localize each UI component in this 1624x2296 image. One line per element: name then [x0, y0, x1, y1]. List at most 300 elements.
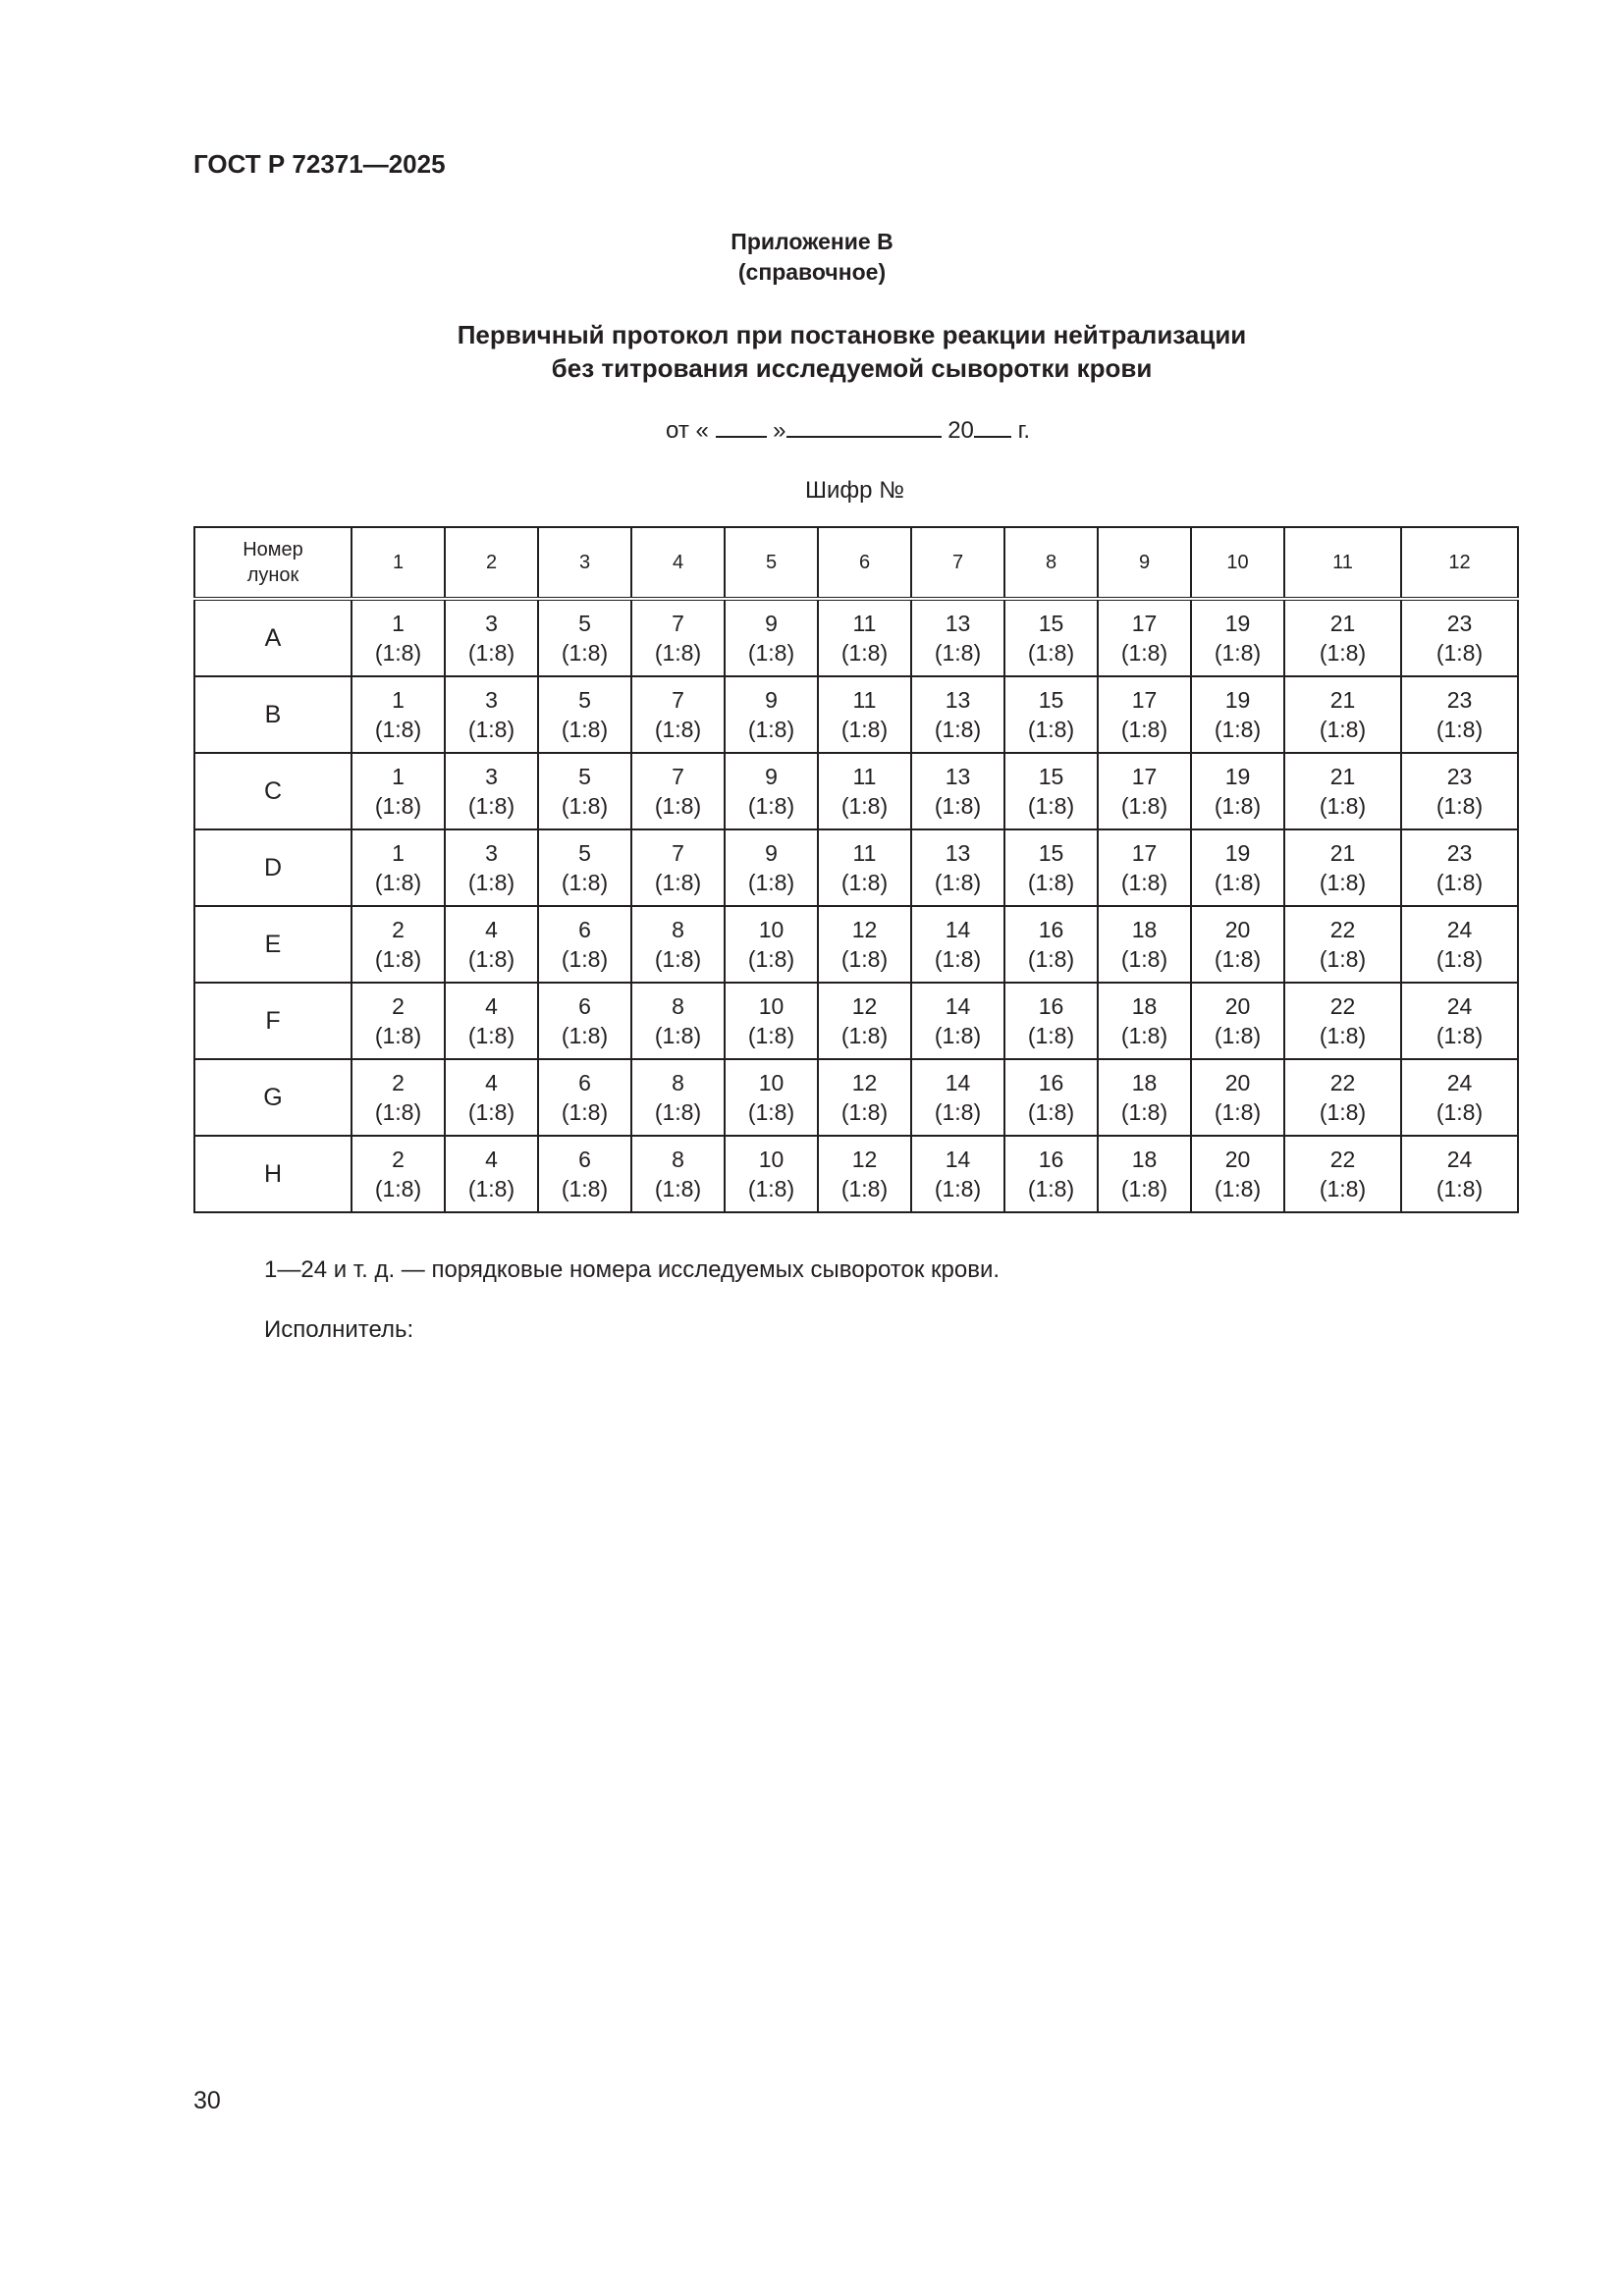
well-cell [445, 983, 538, 1059]
dilution: (1:8) [561, 640, 609, 666]
serum-number: 1 [392, 687, 405, 713]
serum-number: 18 [1131, 917, 1158, 942]
row-label: H [194, 1136, 352, 1212]
serum-number: 13 [945, 764, 971, 789]
row-label: G [194, 1059, 352, 1136]
serum-number: 13 [945, 611, 971, 636]
table-row [194, 676, 1518, 753]
serum-number: 8 [672, 1070, 684, 1095]
serum-number: 17 [1131, 611, 1158, 636]
dilution: (1:8) [561, 1099, 609, 1125]
footnote: 1—24 и т. д. — порядковые номера исследуемых сывороток крови. [264, 1256, 1001, 1283]
corner-header-line-2: лунок [246, 564, 299, 586]
serum-number: 16 [1038, 917, 1064, 942]
row-label: A [194, 599, 352, 676]
well-cell [352, 753, 445, 829]
dilution: (1:8) [840, 946, 889, 972]
dilution: (1:8) [1214, 1099, 1262, 1125]
serum-number: 4 [485, 1070, 498, 1095]
well-cell [445, 1136, 538, 1212]
dilution: (1:8) [1319, 946, 1367, 972]
dilution: (1:8) [654, 717, 702, 742]
dilution: (1:8) [1120, 1176, 1168, 1201]
serum-number: 4 [485, 993, 498, 1019]
well-cell [1004, 1059, 1098, 1136]
appendix-type: (справочное) [737, 259, 887, 285]
well-cell [538, 753, 631, 829]
well-cell [818, 599, 911, 676]
dilution: (1:8) [1214, 717, 1262, 742]
dilution: (1:8) [1319, 1176, 1367, 1201]
corner-header [194, 527, 352, 599]
serum-number: 7 [672, 764, 684, 789]
serum-number: 23 [1446, 687, 1473, 713]
serum-number: 4 [485, 917, 498, 942]
well-cell [538, 906, 631, 983]
serum-number: 10 [758, 917, 785, 942]
serum-number: 13 [945, 687, 971, 713]
well-cell [1004, 1136, 1098, 1212]
well-cell [1004, 906, 1098, 983]
dilution: (1:8) [840, 870, 889, 895]
date-prefix: от « [666, 417, 709, 444]
serum-number: 8 [672, 993, 684, 1019]
well-cell [352, 983, 445, 1059]
well-cell [818, 906, 911, 983]
dilution: (1:8) [1027, 870, 1075, 895]
well-cell [631, 983, 725, 1059]
column-header: 5 [725, 527, 818, 599]
dilution: (1:8) [1214, 870, 1262, 895]
serum-number: 5 [578, 764, 591, 789]
table-row [194, 906, 1518, 983]
serum-number: 12 [851, 1147, 878, 1172]
cipher-label: Шифр № [805, 477, 904, 504]
dilution: (1:8) [747, 1176, 795, 1201]
well-cell [352, 676, 445, 753]
serum-number: 2 [392, 993, 405, 1019]
well-cell [1004, 753, 1098, 829]
column-header: 4 [631, 527, 725, 599]
serum-number: 18 [1131, 993, 1158, 1019]
serum-number: 24 [1446, 1070, 1473, 1095]
serum-number: 16 [1038, 1147, 1064, 1172]
dilution: (1:8) [1027, 640, 1075, 666]
serum-number: 5 [578, 687, 591, 713]
well-cell [445, 599, 538, 676]
dilution: (1:8) [467, 640, 515, 666]
column-header: 11 [1284, 527, 1401, 599]
well-cell [352, 599, 445, 676]
well-cell [631, 829, 725, 906]
dilution: (1:8) [934, 1023, 982, 1048]
well-cell [725, 1059, 818, 1136]
serum-number: 23 [1446, 840, 1473, 866]
serum-number: 23 [1446, 764, 1473, 789]
dilution: (1:8) [1214, 640, 1262, 666]
dilution: (1:8) [934, 1099, 982, 1125]
well-cell [1401, 676, 1518, 753]
serum-number: 20 [1224, 1147, 1251, 1172]
year-suffix: г. [1017, 417, 1031, 444]
serum-number: 21 [1329, 611, 1356, 636]
dilution: (1:8) [1214, 1176, 1262, 1201]
table-body [194, 599, 1518, 1212]
column-header: 12 [1401, 527, 1518, 599]
well-cell [1401, 983, 1518, 1059]
dilution: (1:8) [374, 640, 422, 666]
serum-number: 9 [765, 611, 778, 636]
corner-header-line-1: Номер [243, 539, 303, 561]
dilution: (1:8) [1319, 870, 1367, 895]
serum-number: 19 [1224, 687, 1251, 713]
dilution: (1:8) [1120, 793, 1168, 819]
well-cell [725, 753, 818, 829]
dilution: (1:8) [654, 1099, 702, 1125]
page-number: 30 [193, 2087, 221, 2114]
well-cell [1284, 753, 1401, 829]
well-cell [352, 1136, 445, 1212]
well-cell [725, 1136, 818, 1212]
serum-number: 22 [1329, 1147, 1356, 1172]
well-cell [1004, 829, 1098, 906]
dilution: (1:8) [561, 793, 609, 819]
dilution: (1:8) [1435, 640, 1484, 666]
month-blank[interactable] [786, 416, 942, 438]
well-cell [725, 829, 818, 906]
well-cell [1284, 829, 1401, 906]
serum-number: 12 [851, 917, 878, 942]
serum-number: 21 [1329, 764, 1356, 789]
well-cell [631, 753, 725, 829]
dilution: (1:8) [840, 640, 889, 666]
dilution: (1:8) [1214, 946, 1262, 972]
well-cell [818, 1059, 911, 1136]
well-cell [911, 676, 1004, 753]
dilution: (1:8) [374, 946, 422, 972]
well-cell [538, 599, 631, 676]
serum-number: 2 [392, 917, 405, 942]
well-cell [1401, 753, 1518, 829]
well-cell [445, 1059, 538, 1136]
serum-number: 14 [945, 993, 971, 1019]
serum-number: 12 [851, 1070, 878, 1095]
well-cell [1191, 983, 1284, 1059]
dilution: (1:8) [1027, 717, 1075, 742]
serum-number: 10 [758, 1147, 785, 1172]
well-cell [911, 829, 1004, 906]
column-header: 10 [1191, 527, 1284, 599]
serum-number: 5 [578, 611, 591, 636]
well-cell [1401, 1136, 1518, 1212]
well-cell [911, 599, 1004, 676]
appendix-label: Приложение В [731, 229, 893, 254]
serum-number: 19 [1224, 764, 1251, 789]
serum-number: 18 [1131, 1070, 1158, 1095]
serum-number: 1 [392, 840, 405, 866]
well-cell [445, 906, 538, 983]
well-cell [538, 1059, 631, 1136]
table-row [194, 983, 1518, 1059]
well-cell [1098, 906, 1191, 983]
well-cell [911, 1136, 1004, 1212]
serum-number: 14 [945, 917, 971, 942]
well-cell [1191, 1059, 1284, 1136]
serum-number: 11 [852, 611, 877, 636]
well-cell [352, 829, 445, 906]
serum-number: 14 [945, 1147, 971, 1172]
dilution: (1:8) [934, 640, 982, 666]
well-cell [1401, 906, 1518, 983]
dilution: (1:8) [1214, 1023, 1262, 1048]
serum-number: 8 [672, 917, 684, 942]
dilution: (1:8) [561, 1176, 609, 1201]
well-cell [1098, 599, 1191, 676]
well-cell [1098, 1059, 1191, 1136]
well-cell [352, 1059, 445, 1136]
serum-number: 16 [1038, 1070, 1064, 1095]
serum-number: 9 [765, 840, 778, 866]
well-cell [1004, 676, 1098, 753]
dilution: (1:8) [654, 793, 702, 819]
well-cell [445, 753, 538, 829]
serum-number: 21 [1329, 687, 1356, 713]
well-cell [911, 906, 1004, 983]
serum-number: 16 [1038, 993, 1064, 1019]
well-cell [631, 599, 725, 676]
well-cell [818, 829, 911, 906]
serum-number: 20 [1224, 1070, 1251, 1095]
dilution: (1:8) [1319, 1023, 1367, 1048]
serum-number: 1 [392, 611, 405, 636]
serum-number: 7 [672, 611, 684, 636]
dilution: (1:8) [561, 946, 609, 972]
year-blank[interactable] [974, 416, 1011, 438]
dilution: (1:8) [1027, 1099, 1075, 1125]
dilution: (1:8) [1027, 1176, 1075, 1201]
dilution: (1:8) [654, 1176, 702, 1201]
standard-code: ГОСТ Р 72371—2025 [193, 149, 446, 179]
dilution: (1:8) [1435, 1099, 1484, 1125]
serum-number: 17 [1131, 687, 1158, 713]
table-row [194, 753, 1518, 829]
row-label: D [194, 829, 352, 906]
serum-number: 13 [945, 840, 971, 866]
well-cell [445, 829, 538, 906]
table-row [194, 599, 1518, 676]
dilution: (1:8) [374, 1023, 422, 1048]
dilution: (1:8) [934, 946, 982, 972]
well-cell [725, 599, 818, 676]
dilution: (1:8) [1319, 793, 1367, 819]
dilution: (1:8) [467, 1023, 515, 1048]
well-cell [1401, 599, 1518, 676]
dilution: (1:8) [374, 1176, 422, 1201]
serum-number: 22 [1329, 917, 1356, 942]
dilution: (1:8) [747, 640, 795, 666]
serum-number: 2 [392, 1070, 405, 1095]
year-prefix: 20 [947, 417, 974, 444]
dilution: (1:8) [1027, 946, 1075, 972]
well-cell [911, 753, 1004, 829]
day-blank[interactable] [716, 416, 767, 438]
dilution: (1:8) [747, 1099, 795, 1125]
dilution: (1:8) [1120, 946, 1168, 972]
well-cell [911, 1059, 1004, 1136]
serum-number: 21 [1329, 840, 1356, 866]
well-cell [818, 753, 911, 829]
well-cell [1098, 983, 1191, 1059]
serum-number: 11 [852, 687, 877, 713]
dilution: (1:8) [840, 1176, 889, 1201]
well-cell [1401, 1059, 1518, 1136]
dilution: (1:8) [374, 1099, 422, 1125]
dilution: (1:8) [1435, 717, 1484, 742]
dilution: (1:8) [561, 1023, 609, 1048]
dilution: (1:8) [1027, 1023, 1075, 1048]
dilution: (1:8) [374, 870, 422, 895]
well-cell [631, 676, 725, 753]
dilution: (1:8) [467, 793, 515, 819]
dilution: (1:8) [1120, 1023, 1168, 1048]
well-cell [818, 1136, 911, 1212]
table-row [194, 1136, 1518, 1212]
well-cell [818, 983, 911, 1059]
document-title-line-2: без титрования исследуемой сыворотки крови [551, 353, 1153, 383]
serum-number: 9 [765, 687, 778, 713]
serum-number: 14 [945, 1070, 971, 1095]
serum-number: 22 [1329, 993, 1356, 1019]
serum-number: 24 [1446, 993, 1473, 1019]
row-label: E [194, 906, 352, 983]
executor-label: Исполнитель: [264, 1316, 414, 1343]
row-label: B [194, 676, 352, 753]
serum-number: 15 [1038, 764, 1064, 789]
dilution: (1:8) [934, 1176, 982, 1201]
serum-number: 6 [578, 1070, 591, 1095]
well-cell [911, 983, 1004, 1059]
well-cell [1284, 983, 1401, 1059]
serum-number: 17 [1131, 840, 1158, 866]
dilution: (1:8) [1435, 1176, 1484, 1201]
serum-number: 24 [1446, 1147, 1473, 1172]
dilution: (1:8) [1120, 1099, 1168, 1125]
dilution: (1:8) [747, 1023, 795, 1048]
table-header-row [194, 527, 1518, 599]
dilution: (1:8) [1435, 793, 1484, 819]
well-cell [1401, 829, 1518, 906]
well-cell [1191, 1136, 1284, 1212]
serum-number: 24 [1446, 917, 1473, 942]
well-cell [1284, 1059, 1401, 1136]
dilution: (1:8) [467, 1176, 515, 1201]
well-cell [1284, 599, 1401, 676]
dilution: (1:8) [747, 717, 795, 742]
serum-number: 22 [1329, 1070, 1356, 1095]
dilution: (1:8) [1120, 717, 1168, 742]
dilution: (1:8) [934, 717, 982, 742]
dilution: (1:8) [840, 717, 889, 742]
dilution: (1:8) [1027, 793, 1075, 819]
well-cell [1284, 1136, 1401, 1212]
serum-number: 23 [1446, 611, 1473, 636]
dilution: (1:8) [934, 793, 982, 819]
well-cell [725, 906, 818, 983]
date-quote-close: » [773, 417, 786, 444]
column-header: 8 [1004, 527, 1098, 599]
well-cell [1004, 599, 1098, 676]
dilution: (1:8) [934, 870, 982, 895]
dilution: (1:8) [840, 1099, 889, 1125]
serum-number: 11 [852, 840, 877, 866]
dilution: (1:8) [1319, 1099, 1367, 1125]
serum-number: 18 [1131, 1147, 1158, 1172]
dilution: (1:8) [1435, 1023, 1484, 1048]
well-cell [1284, 676, 1401, 753]
dilution: (1:8) [1435, 870, 1484, 895]
serum-number: 7 [672, 687, 684, 713]
dilution: (1:8) [747, 946, 795, 972]
dilution: (1:8) [467, 717, 515, 742]
well-cell [1284, 906, 1401, 983]
column-header: 1 [352, 527, 445, 599]
serum-number: 4 [485, 1147, 498, 1172]
serum-number: 6 [578, 993, 591, 1019]
dilution: (1:8) [747, 870, 795, 895]
dilution: (1:8) [1435, 946, 1484, 972]
dilution: (1:8) [654, 640, 702, 666]
dilution: (1:8) [1319, 640, 1367, 666]
dilution: (1:8) [654, 946, 702, 972]
well-cell [631, 906, 725, 983]
well-cell [1191, 599, 1284, 676]
column-header: 7 [911, 527, 1004, 599]
well-cell [538, 829, 631, 906]
well-cell [1098, 753, 1191, 829]
well-cell [445, 676, 538, 753]
well-cell [725, 676, 818, 753]
well-cell [631, 1136, 725, 1212]
serum-number: 7 [672, 840, 684, 866]
dilution: (1:8) [1319, 717, 1367, 742]
dilution: (1:8) [840, 1023, 889, 1048]
dilution: (1:8) [561, 870, 609, 895]
well-plate-table [193, 526, 1519, 1213]
well-cell [631, 1059, 725, 1136]
serum-number: 11 [852, 764, 877, 789]
serum-number: 15 [1038, 611, 1064, 636]
dilution: (1:8) [654, 1023, 702, 1048]
well-cell [1191, 829, 1284, 906]
well-cell [1191, 906, 1284, 983]
dilution: (1:8) [1120, 870, 1168, 895]
serum-number: 3 [485, 687, 498, 713]
well-cell [1098, 829, 1191, 906]
column-header: 9 [1098, 527, 1191, 599]
well-cell [1098, 1136, 1191, 1212]
table-row [194, 1059, 1518, 1136]
well-cell [1098, 676, 1191, 753]
dilution: (1:8) [561, 717, 609, 742]
serum-number: 5 [578, 840, 591, 866]
dilution: (1:8) [747, 793, 795, 819]
dilution: (1:8) [840, 793, 889, 819]
table-row [194, 829, 1518, 906]
well-cell [538, 1136, 631, 1212]
dilution: (1:8) [1214, 793, 1262, 819]
serum-number: 6 [578, 917, 591, 942]
dilution: (1:8) [1120, 640, 1168, 666]
